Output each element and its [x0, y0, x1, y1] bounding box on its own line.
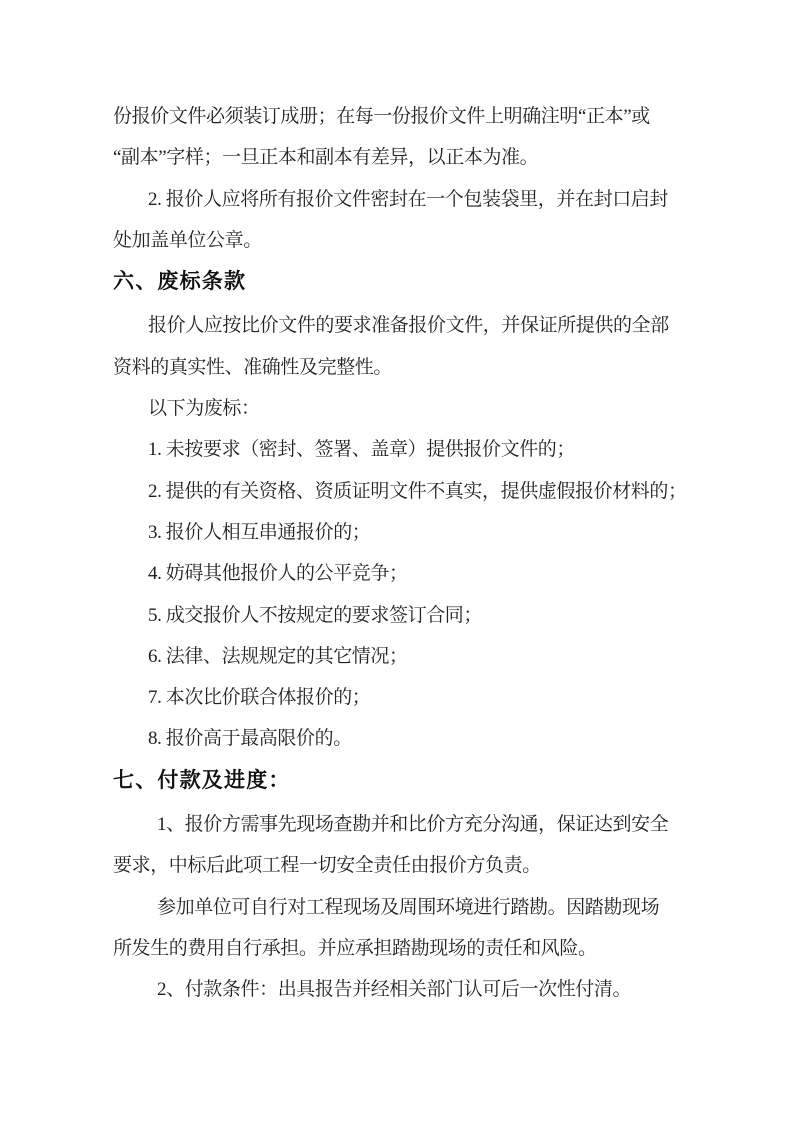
document-body [113, 96, 687, 1011]
section-heading: 七、付款及进度： [113, 768, 291, 792]
text-line: 所发生的费用自行承担。并应承担踏勘现场的责任和风险。 [113, 937, 597, 959]
text-line: 7. 本次比价联合体报价的； [148, 687, 371, 709]
text-line: 处加盖单位公章。 [113, 229, 262, 251]
text-line: 4. 妨碍其他报价人的公平竞争； [148, 563, 408, 585]
text-line: 以下为废标： [148, 398, 260, 420]
text-line: 6. 法律、法规规定的其它情况； [148, 645, 408, 667]
text-line: 要求，中标后此项工程一切安全责任由报价方负责。 [113, 855, 541, 877]
paragraph [113, 553, 669, 594]
paragraph [113, 429, 669, 470]
text-line: 报价人应按比价文件的要求准备报价文件，并保证所提供的全部 [148, 315, 669, 337]
text-line: 份报价文件必须装订成册；在每一份报价文件上明确注明“正本”或 [113, 106, 650, 127]
paragraph [113, 179, 669, 262]
section-heading: 六、废标条款 [113, 270, 247, 294]
text-line: 参加单位可自行对工程现场及周围环境进行踏勘。因踏勘现场 [157, 896, 660, 918]
text-line: 1. 未按要求（密封、签署、盖章）提供报价文件的； [148, 439, 576, 461]
text-line: 8. 报价高于最高限价的。 [148, 728, 352, 750]
text-line: 3. 报价人相互串通报价的； [148, 521, 371, 543]
paragraph [113, 887, 669, 970]
text-line: 1、报价方需事先现场查勘并和比价方充分沟通，保证达到安全 [157, 814, 669, 836]
text-line: 资料的真实性、准确性及完整性。 [113, 356, 393, 378]
paragraph [113, 718, 669, 759]
paragraph [113, 595, 669, 636]
paragraph [113, 471, 687, 512]
paragraph [113, 96, 669, 179]
text-line: 2. 报价人应将所有报价文件密封在一个包装袋里，并在封口启封 [148, 188, 669, 210]
paragraph [113, 969, 669, 1010]
paragraph [113, 512, 669, 553]
paragraph [113, 677, 669, 718]
paragraph [113, 305, 669, 388]
text-line: 2、付款条件：出具报告并经相关部门认可后一次性付清。 [157, 979, 632, 1001]
text-line: “副本”字样；一旦正本和副本有差异，以正本为准。 [113, 147, 539, 169]
paragraph [113, 636, 669, 677]
text-line: 5. 成交报价人不按规定的要求签订合同； [148, 604, 483, 626]
text-line: 2. 提供的有关资格、资质证明文件不真实，提供虚假报价材料的； [148, 480, 687, 502]
paragraph [113, 388, 669, 429]
paragraph [113, 804, 669, 887]
